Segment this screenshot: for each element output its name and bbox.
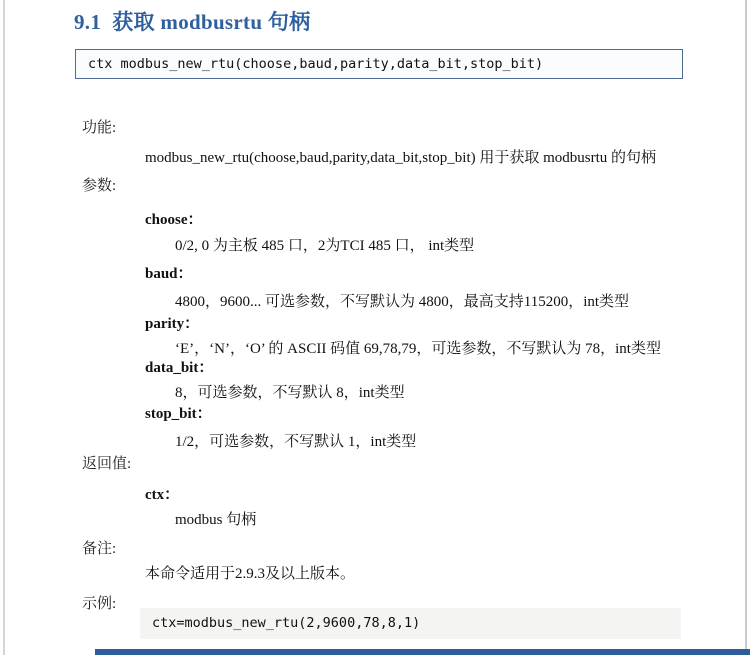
param-name: choose：: [145, 212, 203, 228]
section-heading: 9.1 获取 modbusrtu 句柄: [74, 10, 311, 34]
param-name: parity：: [145, 316, 200, 332]
function-signature-codebox: ctx modbus_new_rtu(choose,baud,parity,data_bit,stop_bit): [75, 49, 683, 79]
param-desc: ‘E’，‘N’，‘O’ 的 ASCII 码值 69,78,79，可选参数，不写默认为 78，int类型: [175, 341, 661, 357]
returns-label: 返回值:: [82, 456, 132, 472]
param-desc: 0/2, 0 为主板 485 口，2为TCI 485 口， int类型: [175, 238, 475, 254]
param-desc: 1/2，可选参数，不写默认 1，int类型: [175, 434, 417, 450]
note-desc: 本命令适用于2.9.3及以上版本。: [145, 566, 356, 582]
example-label: 示例:: [82, 596, 117, 612]
return-desc: modbus 句柄: [175, 512, 257, 528]
page-right-edge: [745, 0, 747, 655]
return-name: ctx：: [145, 487, 180, 503]
function-desc: modbus_new_rtu(choose,baud,parity,data_bit,stop_bit) 用于获取 modbusrtu 的句柄: [145, 150, 657, 166]
example-codebox: ctx=modbus_new_rtu(2,9600,78,8,1): [140, 608, 681, 639]
note-label: 备注:: [82, 541, 117, 557]
param-desc: 8，可选参数，不写默认 8，int类型: [175, 385, 405, 401]
function-label: 功能:: [82, 120, 117, 136]
bottom-page-bar: [95, 649, 750, 655]
param-name: baud：: [145, 266, 193, 282]
param-desc: 4800，9600... 可选参数，不写默认为 4800，最高支持115200，int类型: [175, 294, 630, 310]
page-left-edge: [3, 0, 5, 655]
param-name: data_bit：: [145, 360, 214, 376]
param-name: stop_bit：: [145, 406, 212, 422]
params-label: 参数:: [82, 178, 117, 194]
